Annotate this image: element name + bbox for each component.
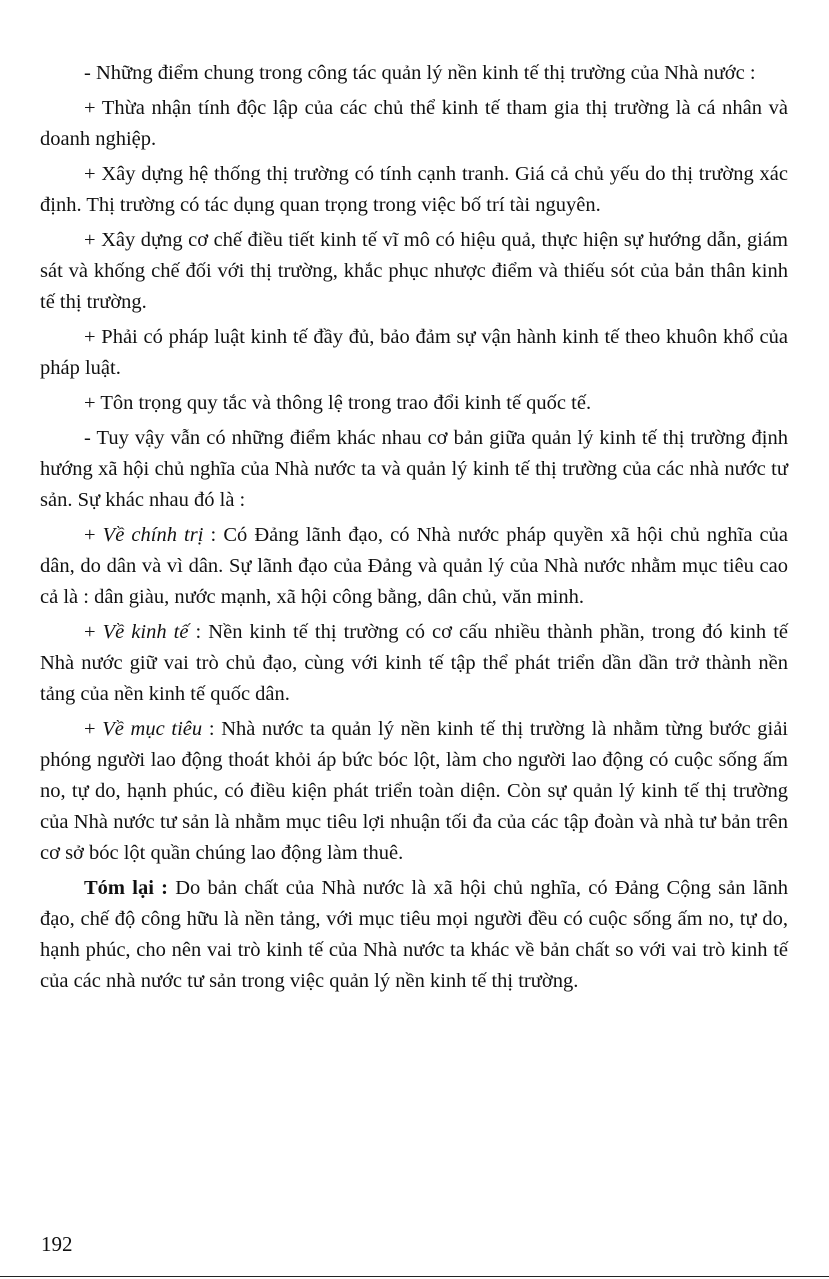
paragraph-international-rules: + Tôn trọng quy tắc và thông lệ trong trao đổi kinh tế quốc tế. bbox=[84, 392, 592, 414]
paragraph-independence: + Thừa nhận tính độc lập của các chủ thể kinh tế tham gia thị trường là cá nhân và doanh nghiệp. bbox=[40, 97, 788, 150]
page-number: 192 bbox=[41, 1232, 73, 1256]
paragraph-common-points: - Những điểm chung trong công tác quản lý nền kinh tế thị trường của Nhà nước : bbox=[84, 62, 756, 84]
paragraph-goals: + Về mục tiêu : Nhà nước ta quản lý nền kinh tế thị trường là nhằm từng bước giải phóng người lao động thoát khỏi áp bức bóc lột, làm cho người lao động có cuộc sống ấm no, tự do, hạnh phúc, có điều kiện phát triển toàn diện. Còn sự quản lý kinh tế thị trường của Nhà nước tư sản là nhằm mục tiêu lợi nhuận tối đa của các tập đoàn và nhà tư bản trên cơ sở bóc lột quần chúng lao động làm thuê. bbox=[40, 718, 788, 864]
paragraph-politics: + Về chính trị : Có Đảng lãnh đạo, có Nhà nước pháp quyền xã hội chủ nghĩa của dân, do dân và vì dân. Sự lãnh đạo của Đảng và quản lý của Nhà nước nhằm mục tiêu cao cả là : dân giàu, nước mạnh, xã hội công bằng, dân chủ, văn minh. bbox=[40, 524, 788, 608]
paragraph-macro-regulation: + Xây dựng cơ chế điều tiết kinh tế vĩ mô có hiệu quả, thực hiện sự hướng dẫn, giám sát và khống chế đối với thị trường, khắc phục nhược điểm và thiếu sót của bản thân kinh tế thị trường. bbox=[40, 229, 788, 313]
page-body bbox=[40, 58, 788, 997]
lead-summary: Tóm lại : bbox=[84, 877, 168, 899]
lead-politics: Về chính trị bbox=[102, 524, 204, 546]
lead-goals: Về mục tiêu bbox=[102, 718, 203, 740]
bottom-border bbox=[0, 1276, 829, 1277]
paragraph-market-system: + Xây dựng hệ thống thị trường có tính cạnh tranh. Giá cả chủ yếu do thị trường xác định. Thị trường có tác dụng quan trọng trong việc bố trí tài nguyên. bbox=[40, 163, 788, 216]
paragraph-summary: Tóm lại : Do bản chất của Nhà nước là xã hội chủ nghĩa, có Đảng Cộng sản lãnh đạo, chế độ công hữu là nền tảng, với mục tiêu mọi người đều có cuộc sống ấm no, tự do, hạnh phúc, cho nên vai trò kinh tế của Nhà nước ta khác về bản chất so với vai trò kinh tế của các nhà nước tư sản trong việc quản lý nền kinh tế thị trường. bbox=[40, 877, 789, 992]
paragraph-differences: - Tuy vậy vẫn có những điểm khác nhau cơ bản giữa quản lý kinh tế thị trường định hướng xã hội chủ nghĩa của Nhà nước ta và quản lý kinh tế thị trường của các nhà nước tư sản. Sự khác nhau đó là : bbox=[40, 427, 788, 511]
lead-economy: Về kinh tế bbox=[102, 621, 189, 643]
paragraph-economic-law: + Phải có pháp luật kinh tế đầy đủ, bảo đảm sự vận hành kinh tế theo khuôn khổ của pháp luật. bbox=[40, 326, 788, 379]
paragraph-economy: + Về kinh tế : Nền kinh tế thị trường có cơ cấu nhiều thành phần, trong đó kinh tế Nhà nước giữ vai trò chủ đạo, cùng với kinh tế tập thể phát triển dần dần trở thành nền tảng của nền kinh tế quốc dân. bbox=[40, 621, 788, 705]
